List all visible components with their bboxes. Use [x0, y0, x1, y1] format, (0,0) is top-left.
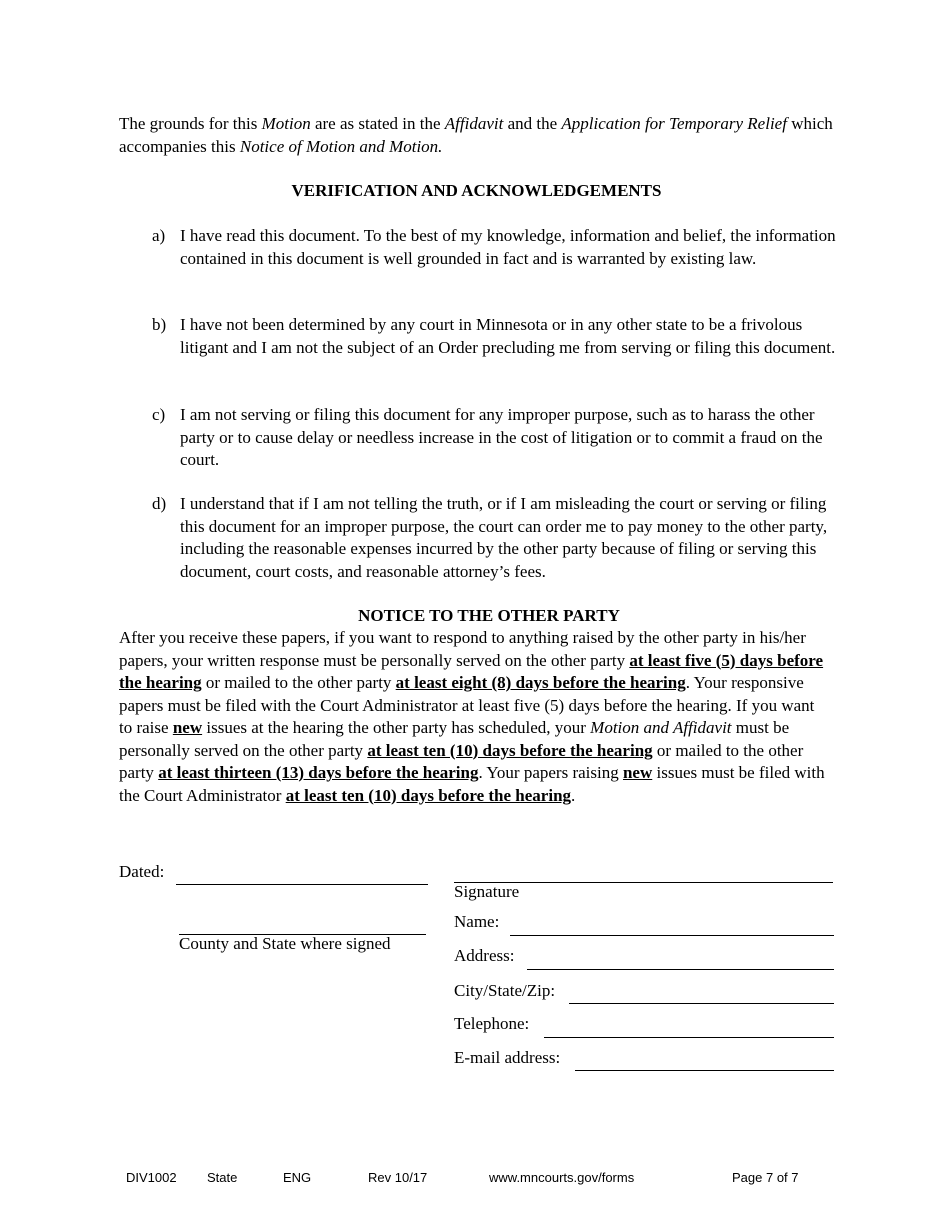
- grounds-text: which accompanies this: [119, 114, 833, 156]
- signature-label: Signature: [454, 882, 520, 901]
- footer-language: ENG: [283, 1170, 312, 1185]
- email-label: E-mail address:: [454, 1048, 561, 1067]
- notice-text: . Your responsive papers must be filed with the Court Administrator at least five (5) days before the hearing. If you want to raise: [119, 673, 815, 737]
- address-label: Address:: [454, 946, 515, 965]
- notice-text: must be personally served on the other party: [119, 718, 790, 760]
- notice-text: . Your papers raising: [478, 763, 623, 782]
- dated-label: Dated:: [119, 862, 165, 881]
- item-text: I am not serving or filing this document for any improper purpose, such as to harass the other party or to cause delay or needless increase in the cost of litigation or to commit a fraud on the court.: [180, 405, 823, 469]
- footer-form-id: DIV1002: [126, 1170, 177, 1185]
- name-label: Name:: [454, 912, 500, 931]
- notice-text: issues must be filed with the Court Administrator: [119, 763, 825, 805]
- email-field[interactable]: [575, 1070, 834, 1071]
- grounds-notice-motion: Notice of Motion and Motion.: [239, 136, 443, 156]
- verification-heading: VERIFICATION AND ACKNOWLEDGEMENTS: [291, 181, 662, 200]
- item-label: a): [152, 226, 166, 245]
- notice-heading: NOTICE TO THE OTHER PARTY: [358, 606, 620, 625]
- footer-page-number: Page 7 of 7: [732, 1170, 799, 1185]
- telephone-field[interactable]: [544, 1037, 834, 1038]
- notice-deadline: at least five (5) days before the hearing: [119, 650, 824, 692]
- item-text: I have read this document. To the best of my knowledge, information and belief, the information contained in this document is well grounded in fact and is warranted by existing law.: [180, 226, 836, 268]
- notice-text: or mailed to the other party: [119, 740, 804, 782]
- grounds-paragraph: [119, 113, 839, 158]
- notice-deadline: at least ten (10) days before the hearing: [367, 740, 653, 760]
- notice-motion-affidavit: Motion and Affidavit: [590, 718, 732, 737]
- notice-emphasis-new: new: [172, 718, 203, 737]
- footer-jurisdiction: State: [207, 1170, 238, 1185]
- city-state-zip-label: City/State/Zip:: [454, 981, 556, 1000]
- dated-field[interactable]: [176, 884, 428, 885]
- city-state-zip-field[interactable]: [569, 1003, 834, 1004]
- item-text: I understand that if I am not telling the truth, or if I am misleading the court or serving or filing this document for an improper purpose, the court can order me to pay money to the other party, including the reasonable expenses incurred by the other party because of filing or serving this document, court costs, and reasonable attorney’s fees.: [180, 494, 828, 581]
- notice-deadline: at least eight (8) days before the hearing: [395, 673, 686, 692]
- notice-text: issues at the hearing the other party has scheduled, your: [202, 718, 591, 737]
- notice-paragraph: [119, 627, 831, 807]
- address-field[interactable]: [527, 969, 834, 970]
- grounds-text: and the: [503, 114, 562, 133]
- grounds-text: The grounds for this: [119, 114, 262, 133]
- telephone-label: Telephone:: [454, 1014, 530, 1033]
- item-label: c): [152, 405, 166, 424]
- grounds-text: are as stated in the: [310, 114, 445, 133]
- notice-text: After you receive these papers, if you want to respond to anything raised by the other party in his/her papers, your written response must be personally served on the other party: [119, 628, 806, 670]
- notice-deadline: at least thirteen (13) days before the hearing: [158, 763, 479, 782]
- grounds-motion: Motion: [261, 114, 311, 133]
- footer-revision: Rev 10/17: [368, 1170, 428, 1185]
- notice-text: or mailed to the other party: [201, 673, 396, 692]
- notice-emphasis-new: new: [622, 763, 653, 782]
- notice-text: .: [571, 785, 576, 805]
- footer-url: www.mncourts.gov/forms: [489, 1170, 635, 1185]
- item-label: d): [152, 494, 167, 513]
- item-text: I have not been determined by any court in Minnesota or in any other state to be a frivolous litigant and I am not the subject of an Order precluding me from serving or filing this document.: [180, 315, 836, 357]
- grounds-affidavit: Affidavit: [444, 114, 504, 133]
- grounds-application: Application for Temporary Relief: [561, 114, 787, 133]
- county-state-label: County and State where signed: [179, 934, 391, 953]
- item-label: b): [152, 315, 167, 334]
- name-field[interactable]: [510, 935, 834, 936]
- notice-deadline: at least ten (10) days before the hearing: [285, 785, 572, 805]
